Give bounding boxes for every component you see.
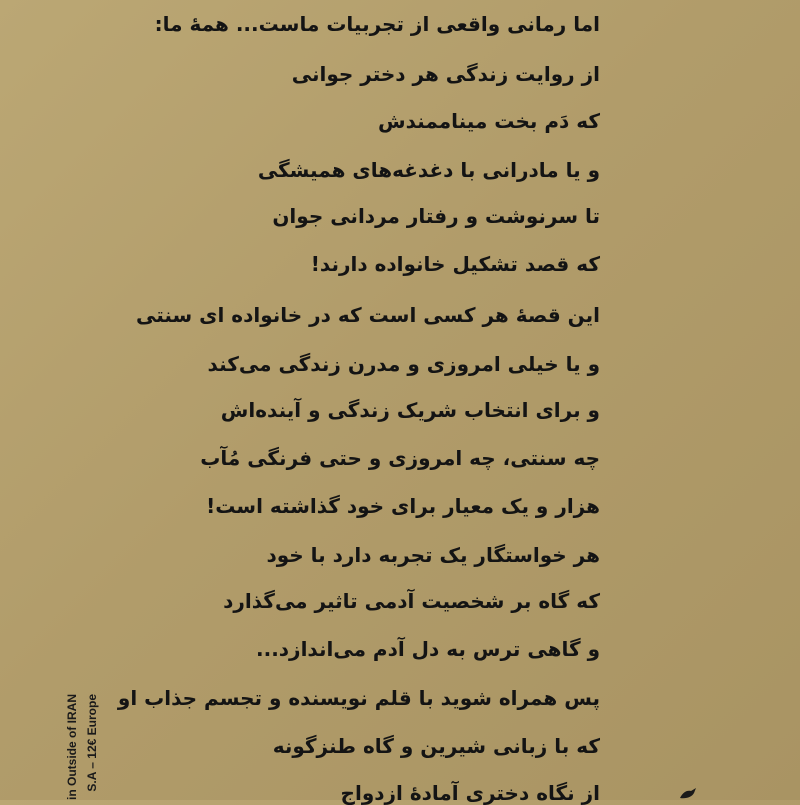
poem-line-15: پس همراه شوید با قلم نویسنده و تجسم جذاب او xyxy=(117,686,600,710)
poem-line-1: اما رمانی واقعی از تجربیات ماست... همهٔ ما: xyxy=(154,12,600,36)
poem-line-2: از روایت زندگی هر دختر جوانی xyxy=(291,62,600,86)
price-sidebar xyxy=(64,694,99,800)
poem-line-17: از نگاه دختری آمادهٔ ازدواج xyxy=(340,781,600,805)
poem-line-4: و یا مادرانی با دغدغه‌های همیشگی xyxy=(257,158,600,182)
poem-line-11: هزار و یک معیار برای خود گذاشته است! xyxy=(206,494,600,518)
poem-line-6: که قصد تشکیل خانواده دارند! xyxy=(310,252,600,276)
price-line-europe: S.A – 12€ Europe xyxy=(85,694,99,792)
poem-line-8: و یا خیلی امروزی و مدرن زندگی می‌کند xyxy=(207,352,600,376)
poem-line-9: و برای انتخاب شریک زندگی و آینده‌اش xyxy=(220,398,600,422)
poem-line-14: و گاهی ترس به دل آدم می‌اندازد... xyxy=(256,637,600,661)
poem-line-10: چه سنتی، چه امروزی و حتی فرنگی مُآب xyxy=(200,446,600,470)
poem-line-13: که گاه بر شخصیت آدمی تاثیر می‌گذارد xyxy=(223,589,600,613)
poem-line-16: که با زبانی شیرین و گاه طنزگونه xyxy=(272,734,600,758)
poem-line-3: که دَم بخت میناممندش xyxy=(378,109,600,133)
poem-line-12: هر خواستگار یک تجربه دارد با خود xyxy=(266,543,600,567)
poem-line-5: تا سرنوشت و رفتار مردانی جوان xyxy=(272,204,600,228)
bird-logo-icon xyxy=(678,786,698,800)
price-line-outside-iran: in Outside of IRAN xyxy=(65,694,79,800)
poem-line-7: این قصهٔ هر کسی است که در خانواده ای سنتی xyxy=(135,303,600,327)
